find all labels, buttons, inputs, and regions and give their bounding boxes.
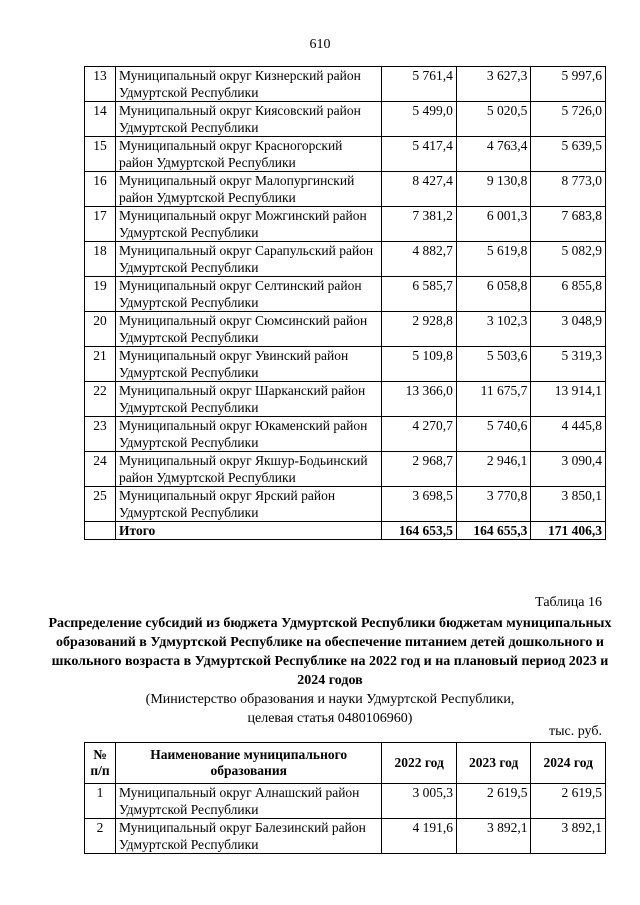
- value-2022: 7 381,2: [382, 207, 457, 242]
- value-2024: 5 082,9: [531, 242, 606, 277]
- table-row: [85, 102, 606, 137]
- value-2024: 3 850,1: [531, 487, 606, 522]
- table-header-row: [85, 743, 606, 784]
- value-2023: 6 058,8: [456, 277, 531, 312]
- table-row: [85, 207, 606, 242]
- value-2023: 2 619,5: [456, 784, 531, 819]
- table-title: Распределение субсидий из бюджета Удмуртской Республики бюджетам муниципальных образований в Удмуртской Республике на обеспечение питанием детей дошкольного и школьного возраста в Удмуртской Республике на 2022 год и на плановый период 2023 и 2024 годов: [48, 616, 612, 688]
- municipality-name: Муниципальный округ Юкаменский район Удмуртской Республики: [116, 417, 382, 452]
- table-title-block: [40, 614, 620, 728]
- value-2022: 8 427,4: [382, 172, 457, 207]
- row-number: 1: [85, 784, 116, 819]
- row-number: 16: [85, 172, 116, 207]
- total-row: [85, 522, 606, 540]
- subsidy-table-continued: [84, 66, 606, 540]
- table-label: Таблица 16: [535, 595, 602, 610]
- row-number: 22: [85, 382, 116, 417]
- value-2023: 3 892,1: [456, 819, 531, 854]
- table-row: [85, 312, 606, 347]
- value-2024: 3 090,4: [531, 452, 606, 487]
- table-row: [85, 67, 606, 102]
- page-number: 610: [309, 37, 331, 52]
- header-2023: 2023 год: [456, 743, 531, 784]
- value-2023: 5 020,5: [456, 102, 531, 137]
- municipality-name: Муниципальный округ Можгинский район Удмуртской Республики: [116, 207, 382, 242]
- value-2023: 5 619,8: [456, 242, 531, 277]
- table-row: [85, 819, 606, 854]
- value-2023: 5 503,6: [456, 347, 531, 382]
- value-2024: 5 726,0: [531, 102, 606, 137]
- units-label: тыс. руб.: [549, 724, 602, 739]
- value-2024: 5 997,6: [531, 67, 606, 102]
- value-2024: 3 048,9: [531, 312, 606, 347]
- header-2022: 2022 год: [382, 743, 457, 784]
- table-row: [85, 242, 606, 277]
- value-2023: 4 763,4: [456, 137, 531, 172]
- table-row: [85, 137, 606, 172]
- value-2023: 3 102,3: [456, 312, 531, 347]
- municipality-name: Муниципальный округ Ярский район Удмуртской Республики: [116, 487, 382, 522]
- value-2024: 3 892,1: [531, 819, 606, 854]
- target-article: целевая статья 0480106960): [247, 711, 413, 726]
- row-number: 15: [85, 137, 116, 172]
- header-name: Наименование муниципального образования: [116, 743, 382, 784]
- value-2022: 5 109,8: [382, 347, 457, 382]
- ministry-note: (Министерство образования и науки Удмуртской Республики,: [145, 692, 515, 707]
- total-2022: 164 653,5: [382, 522, 457, 540]
- table-row: [85, 347, 606, 382]
- value-2022: 2 968,7: [382, 452, 457, 487]
- table-row: [85, 417, 606, 452]
- row-number: 21: [85, 347, 116, 382]
- value-2022: 6 585,7: [382, 277, 457, 312]
- row-number: 13: [85, 67, 116, 102]
- value-2022: 5 499,0: [382, 102, 457, 137]
- value-2022: 13 366,0: [382, 382, 457, 417]
- table-row: [85, 452, 606, 487]
- row-number: 24: [85, 452, 116, 487]
- table-row: [85, 487, 606, 522]
- header-2024: 2024 год: [531, 743, 606, 784]
- municipality-name: Муниципальный округ Балезинский район Удмуртской Республики: [116, 819, 382, 854]
- row-number: 19: [85, 277, 116, 312]
- municipality-name: Муниципальный округ Киясовский район Удмуртской Республики: [116, 102, 382, 137]
- municipality-name: Муниципальный округ Селтинский район Удмуртской Республики: [116, 277, 382, 312]
- value-2022: 4 270,7: [382, 417, 457, 452]
- value-2024: 4 445,8: [531, 417, 606, 452]
- value-2023: 5 740,6: [456, 417, 531, 452]
- value-2024: 5 639,5: [531, 137, 606, 172]
- municipality-name: Муниципальный округ Алнашский район Удмуртской Республики: [116, 784, 382, 819]
- municipality-name: Муниципальный округ Сюмсинский район Удмуртской Республики: [116, 312, 382, 347]
- value-2022: 2 928,8: [382, 312, 457, 347]
- municipality-name: Муниципальный округ Красногорский район Удмуртской Республики: [116, 137, 382, 172]
- total-num-cell: [85, 522, 116, 540]
- total-2024: 171 406,3: [531, 522, 606, 540]
- value-2022: 4 882,7: [382, 242, 457, 277]
- value-2023: 3 627,3: [456, 67, 531, 102]
- municipality-name: Муниципальный округ Кизнерский район Удмуртской Республики: [116, 67, 382, 102]
- value-2024: 2 619,5: [531, 784, 606, 819]
- value-2023: 3 770,8: [456, 487, 531, 522]
- row-number: 18: [85, 242, 116, 277]
- row-number: 20: [85, 312, 116, 347]
- table-row: [85, 784, 606, 819]
- municipality-name: Муниципальный округ Увинский район Удмуртской Республики: [116, 347, 382, 382]
- header-num: № п/п: [85, 743, 116, 784]
- row-number: 2: [85, 819, 116, 854]
- table-row: [85, 382, 606, 417]
- subsidy-table-16: [84, 742, 606, 854]
- value-2022: 5 417,4: [382, 137, 457, 172]
- table-row: [85, 277, 606, 312]
- total-2023: 164 655,3: [456, 522, 531, 540]
- municipality-name: Муниципальный округ Сарапульский район Удмуртской Республики: [116, 242, 382, 277]
- value-2024: 5 319,3: [531, 347, 606, 382]
- row-number: 23: [85, 417, 116, 452]
- municipality-name: Муниципальный округ Шарканский район Удмуртской Республики: [116, 382, 382, 417]
- value-2024: 6 855,8: [531, 277, 606, 312]
- total-label: Итого: [116, 522, 382, 540]
- value-2022: 3 698,5: [382, 487, 457, 522]
- value-2023: 9 130,8: [456, 172, 531, 207]
- value-2024: 13 914,1: [531, 382, 606, 417]
- row-number: 17: [85, 207, 116, 242]
- municipality-name: Муниципальный округ Малопургинский район Удмуртской Республики: [116, 172, 382, 207]
- value-2024: 7 683,8: [531, 207, 606, 242]
- value-2022: 3 005,3: [382, 784, 457, 819]
- table-row: [85, 172, 606, 207]
- value-2023: 6 001,3: [456, 207, 531, 242]
- value-2022: 4 191,6: [382, 819, 457, 854]
- row-number: 14: [85, 102, 116, 137]
- value-2023: 2 946,1: [456, 452, 531, 487]
- row-number: 25: [85, 487, 116, 522]
- municipality-name: Муниципальный округ Якшур-Бодьинский район Удмуртской Республики: [116, 452, 382, 487]
- value-2022: 5 761,4: [382, 67, 457, 102]
- value-2023: 11 675,7: [456, 382, 531, 417]
- value-2024: 8 773,0: [531, 172, 606, 207]
